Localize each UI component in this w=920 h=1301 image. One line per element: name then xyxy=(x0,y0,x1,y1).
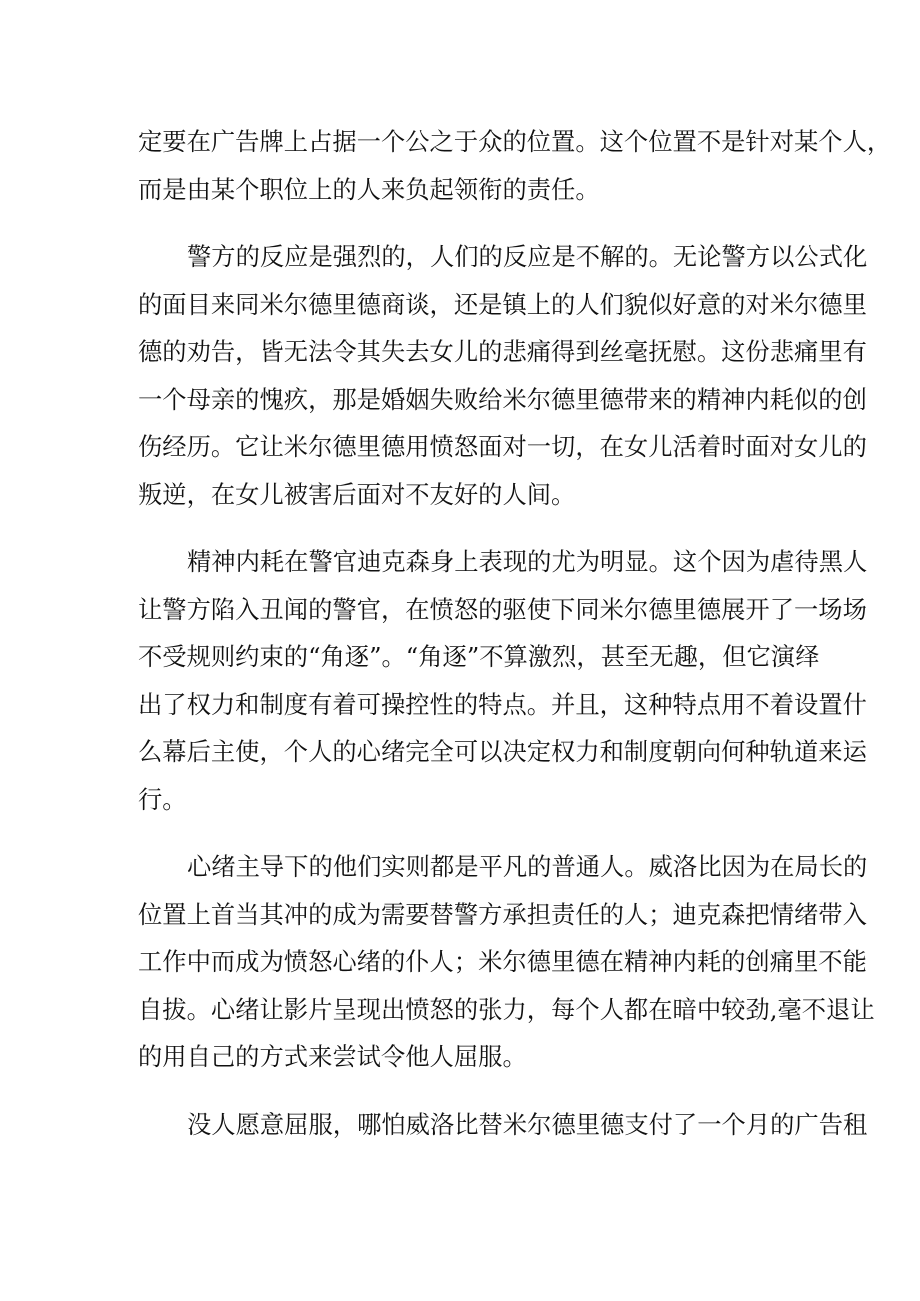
paragraph xyxy=(138,843,875,1081)
text-line: 位置上首当其冲的成为需要替警方承担责任的人；迪克森把情绪带入 xyxy=(138,899,867,929)
text-line: 而是由某个职位上的人来负起领衔的责任。 xyxy=(138,174,600,204)
text-line: 么幕后主使，个人的心绪完全可以决定权力和制度朝向何种轨道来运 xyxy=(138,737,867,766)
paragraph-gap xyxy=(138,213,803,233)
paragraph-gap xyxy=(138,518,803,538)
text-line: 德的劝告，皆无法令其失去女儿的悲痛得到丝毫抚慰。这份悲痛里有 xyxy=(138,337,867,366)
text-line: 出了权力和制度有着可操控性的特点。并且，这种特点用不着设置什 xyxy=(138,689,867,719)
paragraph xyxy=(138,1101,868,1149)
text-line: 定要在广告牌上占据一个公之于众的位置。这个位置不是针对某个人， xyxy=(138,127,892,156)
text-line: 警方的反应是强烈的，人们的反应是不解的。无论警方以公式化 xyxy=(187,242,868,271)
text-line: 一个母亲的愧疚，那是婚姻失败给米尔德里德带来的精神内耗似的创 xyxy=(138,384,867,414)
text-line: 的面目来同米尔德里德商谈，还是镇上的人们貌似好意的对米尔德里 xyxy=(138,289,867,319)
text-line: 没人愿意屈服，哪怕威洛比替米尔德里德支付了一个月的广告租 xyxy=(187,1109,868,1139)
text-line: 自拔。心绪让影片呈现出愤怒的张力，每个人都在暗中较劲,毫不退让 xyxy=(138,994,875,1024)
text-line: 心绪主导下的他们实则都是平凡的普通人。威洛比因为在局长的 xyxy=(187,852,868,881)
paragraph-gap xyxy=(138,1081,803,1101)
text-line: 不受规则约束的“角逐”。“角逐”不算激烈，甚至无趣，但它演绎 xyxy=(138,642,820,671)
text-line: 让警方陷入丑闻的警官，在愤怒的驱使下同米尔德里德展开了一场场 xyxy=(138,594,867,624)
document-body xyxy=(138,118,892,1148)
text-line: 叛逆，在女儿被害后面对不友好的人间。 xyxy=(138,479,576,509)
text-line: 的用自己的方式来尝试令他人屈服。 xyxy=(138,1042,527,1071)
paragraph xyxy=(138,538,868,823)
paragraph xyxy=(138,118,892,213)
text-line: 行。 xyxy=(138,784,187,814)
text-line: 精神内耗在警官迪克森身上表现的尤为明显。这个因为虐待黑人 xyxy=(187,547,868,576)
text-line: 伤经历。它让米尔德里德用愤怒面对一切，在女儿活着时面对女儿的 xyxy=(138,432,867,461)
paragraph-gap xyxy=(138,823,803,843)
paragraph xyxy=(138,233,868,518)
text-line: 工作中而成为愤怒心绪的仆人；米尔德里德在精神内耗的创痛里不能 xyxy=(138,947,867,976)
